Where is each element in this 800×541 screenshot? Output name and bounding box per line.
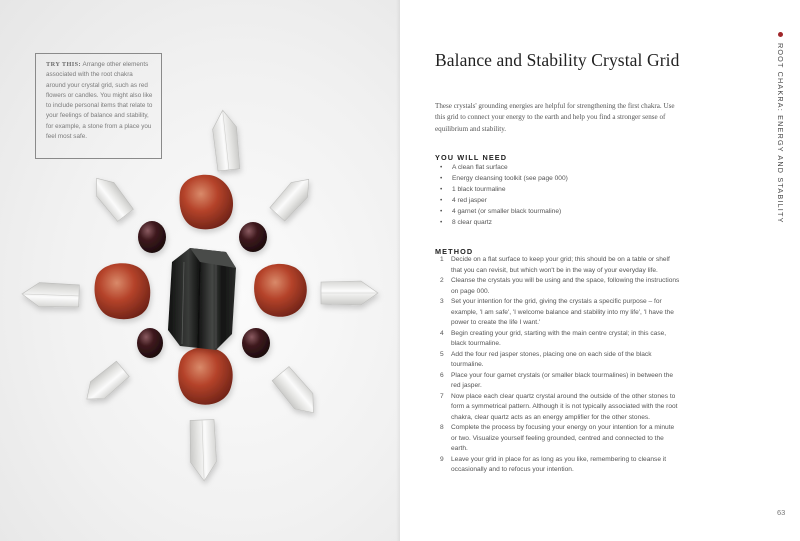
try-this-text: Arrange other elements associated with the root chakra around your crystal grid, such as red flowers or candles. You might also like to include personal items that relate to your feelings of balance and stability, for example, a stone from a place you feel most safe. — [46, 61, 153, 141]
list-item: • 4 garnet (or smaller black tourmaline) — [440, 207, 568, 218]
bullet: • — [440, 174, 443, 182]
quartz-left — [22, 282, 80, 308]
list-item: • A clean flat surface — [440, 163, 568, 174]
bullet: • — [440, 196, 443, 204]
method-step: 1 Decide on a flat surface to keep your grid; this should be on a table or shelf that you can revisit, but which won't be in the way of your everyday life. — [440, 256, 670, 274]
method-step: 6 Place your four garnet crystals (or smaller black tourmalines) in between the red jasper. — [440, 371, 674, 389]
list-item: • 8 clear quartz — [440, 218, 568, 229]
quartz-bottom — [189, 420, 217, 482]
intro-paragraph: These crystals' grounding energies are helpful for strengthening the first chakra. Use this grid to connect your energy to the earth and help you find a stronger sense of equilibrium and stability. — [435, 102, 675, 133]
quartz-top — [211, 109, 241, 171]
list-item: • 1 black tourmaline — [440, 185, 568, 196]
page-number: 63 — [777, 508, 786, 517]
quartz-right — [321, 281, 378, 305]
garnet-top-left — [138, 221, 166, 253]
garnet-top-right — [239, 222, 267, 252]
red-jasper-bottom — [178, 347, 233, 404]
you-will-need-list — [440, 163, 568, 228]
method-step: 8 Complete the process by focusing your energy on your intention for a minute or two. Visualize yourself feeling grounded, centred and connected to the earth. — [440, 424, 675, 452]
bullet: • — [440, 185, 443, 193]
list-item: • Energy cleansing toolkit (see page 000) — [440, 174, 568, 185]
page-title: Balance and Stability Crystal Grid — [435, 50, 680, 70]
garnet-bottom-right — [242, 328, 270, 358]
section-dot-icon — [778, 32, 783, 37]
quartz-top-left — [88, 172, 134, 223]
red-jasper-right — [254, 264, 307, 317]
method-heading: METHOD — [435, 247, 474, 256]
bullet: • — [440, 218, 443, 226]
method-step: 7 Now place each clear quartz crystal around the outside of the other stones to form a symmetrical pattern. Although it is not typically associated with the root chakra, clear quartz acts as an energy amplifier for the other stones. — [440, 392, 678, 421]
quartz-top-right — [269, 172, 317, 222]
garnet-bottom-left — [137, 328, 163, 358]
red-jasper-top — [180, 175, 234, 230]
running-header-vertical — [776, 32, 785, 224]
bullet: • — [440, 207, 443, 215]
try-this-tip-box — [35, 53, 162, 159]
method-steps — [440, 255, 680, 476]
method-step: 3 Set your intention for the grid, giving the crystals a specific purpose – for example, 'I am safe', 'I welcome balance and stability into my life', 'I have the power to create the life I want.' — [440, 298, 674, 326]
quartz-bottom-left — [80, 360, 130, 407]
method-step: 4 Begin creating your grid, starting with the main centre crystal; in this case, black tourmaline. — [440, 329, 667, 347]
quartz-bottom-right — [271, 366, 322, 420]
method-step: 2 Cleanse the crystals you will be using and the space, following the instructions on page 000. — [440, 277, 680, 295]
black-tourmaline — [168, 248, 236, 350]
bullet: • — [440, 164, 443, 171]
list-item: • 4 red jasper — [440, 196, 568, 207]
method-step: 5 Add the four red jasper stones, placing one on each side of the black tourmaline. — [440, 350, 652, 368]
method-step: 9 Leave your grid in place for as long as you like, remembering to cleanse it occasionally and to refocus your intention. — [440, 455, 667, 473]
you-will-need-heading: YOU WILL NEED — [435, 153, 508, 162]
running-header-text: ROOT CHAKRA: ENERGY AND STABILITY — [776, 43, 785, 224]
red-jasper-left — [95, 263, 151, 319]
try-this-label: TRY THIS: — [46, 61, 82, 68]
